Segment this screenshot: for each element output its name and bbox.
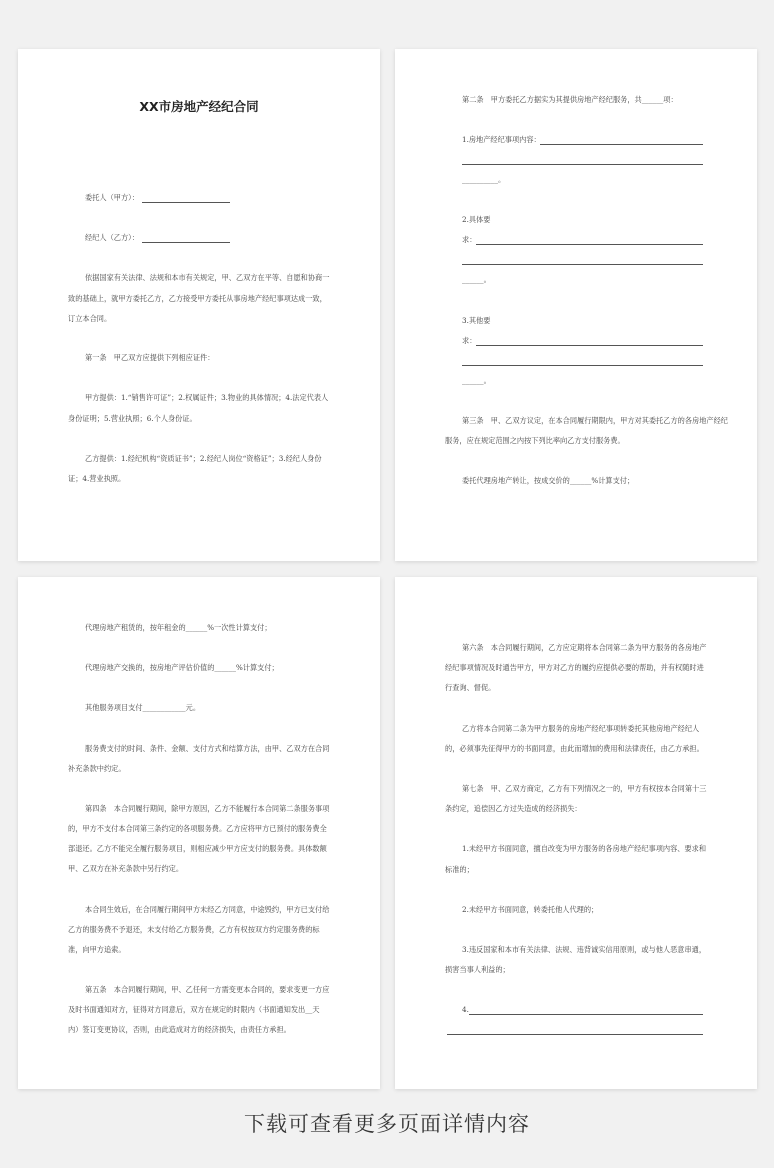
party-b-label: 经纪人（乙方）： bbox=[85, 233, 139, 242]
clause-4-label: 4. bbox=[462, 1005, 469, 1014]
item-2-label: 求： bbox=[462, 235, 477, 244]
download-prompt[interactable]: 下载可查看更多页面详情内容 bbox=[244, 1112, 530, 1136]
item-3-blank bbox=[462, 365, 703, 366]
breach-text: 乙方的服务费不予退还，未支付给乙方服务费，乙方有权按双方约定服务费的标 bbox=[68, 925, 320, 934]
article-4-text: 第四条 本合同履行期间，除甲方原因，乙方不能履行本合同第二条服务事项 bbox=[85, 804, 330, 813]
article-3-text: 第三条 甲、乙双方议定，在本合同履行期限内，甲方对其委托乙方的各房地产经纪 bbox=[462, 416, 728, 425]
clause-4-blank bbox=[447, 1034, 703, 1035]
party-b-blank bbox=[142, 242, 230, 243]
item-3-blank bbox=[476, 345, 703, 346]
clause-2-text: 2.未经甲方书面同意，转委托他人代理的； bbox=[462, 905, 599, 914]
preamble-line: 依据国家有关法律、法规和本市有关规定，甲、乙双方在平等、自愿和协商一 bbox=[85, 273, 330, 282]
article-4-text: 甲、乙双方在补充条款中另行约定。 bbox=[68, 864, 184, 873]
clause-4-blank bbox=[469, 1014, 703, 1015]
clause-3-text: 3.违反国家和本市有关法律、法规、违背诚实信用原则，或与他人恶意串通， bbox=[462, 945, 707, 954]
party-a-label: 委托人（甲方）： bbox=[85, 193, 139, 202]
contract-title: XX市房地产经纪合同 bbox=[139, 99, 259, 114]
contract-page-1 bbox=[18, 49, 380, 561]
item-1-end: __________。 bbox=[462, 175, 506, 184]
article-2-heading: 第二条 甲方委托乙方据实为其提供房地产经纪服务，共______项： bbox=[462, 95, 678, 104]
breach-text: 本合同生效后，在合同履行期间甲方未经乙方同意，中途毁约，甲方已支付给 bbox=[85, 905, 330, 914]
preamble-line: 致的基础上，就甲方委托乙方，乙方接受甲方委托从事房地产经纪事项达成一致， bbox=[68, 294, 327, 303]
contract-page-2 bbox=[395, 49, 757, 561]
party-a-blank bbox=[142, 202, 230, 203]
clause-1-text: 标准的； bbox=[445, 865, 474, 874]
article-1-heading: 第一条 甲乙双方应提供下列相应证件： bbox=[85, 353, 215, 362]
article-4-text: 部退还。乙方不能完全履行服务项目，则相应减少甲方应支付的服务费。具体数额 bbox=[68, 844, 327, 853]
article-3-text: 服务，应在规定范围之内按下列比率向乙方支付服务费。 bbox=[445, 436, 625, 445]
lease-fee-line: 代理房地产租赁的，按年租金的______%一次性计算支付； bbox=[85, 623, 272, 632]
article-5-text: 第五条 本合同履行期间，甲、乙任何一方需变更本合同的，要求变更一方应 bbox=[85, 985, 330, 994]
other-fee-line: 其他服务项目支付____________元。 bbox=[85, 703, 201, 712]
article-7-text: 条约定，追偿因乙方过失造成的经济损失： bbox=[445, 804, 582, 813]
clause-3-text: 损害当事人利益的； bbox=[445, 965, 510, 974]
subcontract-text: 乙方将本合同第二条为甲方服务的房地产经纪事项转委托其他房地产经纪人 bbox=[462, 724, 700, 733]
clause-1-text: 1.未经甲方书面同意，擅自改变为甲方服务的各房地产经纪事项内容、要求和 bbox=[462, 844, 707, 853]
article-4-text: 的，甲方不支付本合同第三条约定的各项服务费。乙方应将甲方已预付的服务费全 bbox=[68, 824, 327, 833]
item-3-label: 3.其他要 bbox=[462, 316, 491, 325]
item-2-label: 2.具体要 bbox=[462, 215, 491, 224]
subcontract-text: 的，必须事先征得甲方的书面同意，由此而增加的费用和法律责任，由乙方承担。 bbox=[445, 744, 704, 753]
item-2-blank bbox=[476, 244, 703, 245]
party-b-documents: 乙方提供：1.经纪机构“资质证书”；2.经纪人岗位“资格证”；3.经纪人身份 bbox=[85, 454, 322, 463]
article-5-text: 及时书面通知对方，征得对方同意后，双方在规定的时限内（书面通知发出__天 bbox=[68, 1005, 320, 1014]
article-6-text: 经纪事项情况及时通告甲方，甲方对乙方的履约应提供必要的帮助，并有权随时进 bbox=[445, 663, 704, 672]
payment-terms: 补充条款中约定。 bbox=[68, 764, 126, 773]
preamble-line: 订立本合同。 bbox=[68, 314, 112, 323]
item-3-end: ______。 bbox=[462, 376, 491, 385]
party-a-documents: 身份证明；5.营业执照；6.个人身份证。 bbox=[68, 414, 197, 423]
item-3-label: 求： bbox=[462, 336, 477, 345]
article-7-text: 第七条 甲、乙双方商定，乙方有下列情况之一的，甲方有权按本合同第十三 bbox=[462, 784, 707, 793]
breach-text: 准，向甲方追索。 bbox=[68, 945, 126, 954]
item-1-blank bbox=[540, 144, 703, 145]
party-a-documents: 甲方提供：1.“销售许可证”；2.权属证件；3.物业的具体情况；4.法定代表人 bbox=[85, 393, 329, 402]
transfer-fee-line: 委托代理房地产转让，按成交价的______%计算支付； bbox=[462, 476, 635, 485]
item-1-blank bbox=[462, 164, 703, 165]
payment-terms: 服务费支付的时间、条件、金额、支付方式和结算方法，由甲、乙双方在合同 bbox=[85, 744, 330, 753]
contract-page-3 bbox=[18, 577, 380, 1089]
contract-page-4 bbox=[395, 577, 757, 1089]
article-5-text: 内）签订变更协议，否则，由此造成对方的经济损失，由责任方承担。 bbox=[68, 1025, 291, 1034]
party-b-documents: 证；4.营业执照。 bbox=[68, 474, 126, 483]
item-2-blank bbox=[462, 264, 703, 265]
item-1-label: 1.房地产经纪事项内容： bbox=[462, 135, 541, 144]
exchange-fee-line: 代理房地产交换的，按房地产评估价值的______%计算支付； bbox=[85, 663, 279, 672]
item-2-end: ______。 bbox=[462, 275, 491, 284]
article-6-text: 行查询、督促。 bbox=[445, 683, 496, 692]
article-6-text: 第六条 本合同履行期间，乙方应定期将本合同第二条为甲方服务的各房地产 bbox=[462, 643, 707, 652]
